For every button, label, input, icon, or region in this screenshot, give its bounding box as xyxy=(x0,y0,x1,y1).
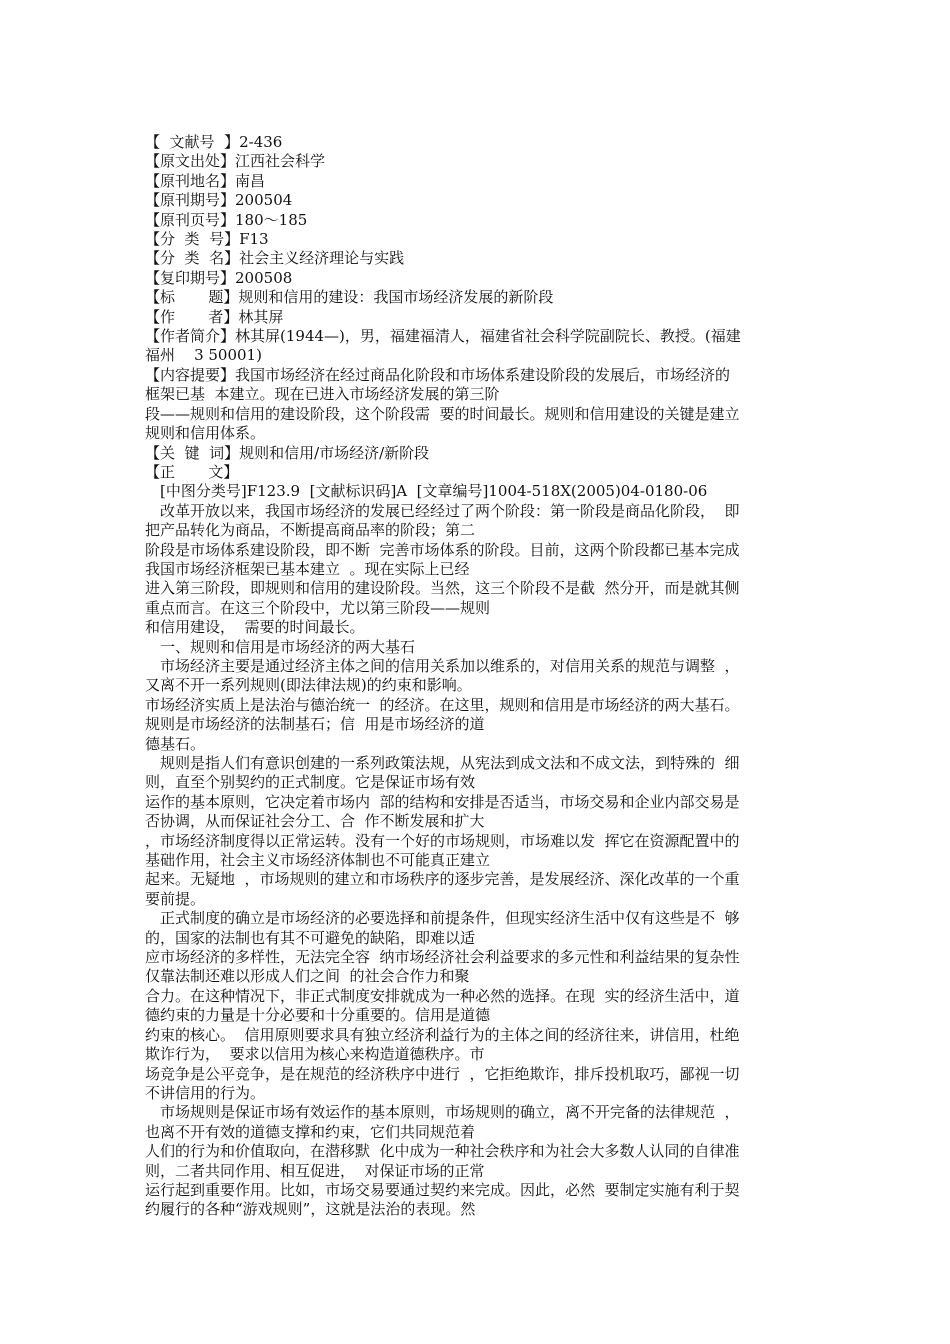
body-line: 基础作用，社会主义市场经济体制也不可能真正建立 xyxy=(145,851,491,870)
meta-label: 【内容提要】 xyxy=(145,365,236,384)
body-line: 规则是指人们有意识创建的一系列政策法规，从宪法到成文法和不成文法，到特殊的 细 xyxy=(160,754,740,772)
body-line: 运行起到重要作用。比如，市场交易要通过契约来完成。因此，必然 要制定实施有利于契 xyxy=(145,1180,740,1199)
meta-value: 200508 xyxy=(235,268,293,287)
body-line: 则，二者共同作用、相互促进， 对保证市场的正常 xyxy=(145,1161,485,1180)
body-line: 运作的基本原则，它决定着市场内 部的结构和安排是否适当，市场交易和企业内部交易是 xyxy=(145,792,740,811)
meta-value: 社会主义经济理论与实践 xyxy=(239,249,405,268)
body-line: 又离不开一系列规则(即法律法规)的约束和影响。 xyxy=(145,676,472,695)
meta-row-class-name xyxy=(145,249,810,268)
body-line: 场竞争是公平竞争，是在规范的经济秩序中进行 ，它拒绝欺诈，排斥投机取巧，鄙视一切 xyxy=(145,1064,740,1083)
body-line: 市场规则是保证市场有效运作的基本原则，市场规则的确立，离不开完备的法律规范 ， xyxy=(160,1103,740,1122)
meta-row-issue xyxy=(145,191,810,210)
meta-row-place xyxy=(145,172,810,191)
meta-value: 南昌 xyxy=(235,171,266,190)
meta-value: F13 xyxy=(239,230,269,249)
meta-row-reprint-issue xyxy=(145,269,810,288)
meta-label: 【关 键 词】 xyxy=(145,443,240,462)
document-page xyxy=(145,133,810,1220)
body-line: 不讲信用的行为。 xyxy=(145,1083,266,1102)
meta-label: 【作 者】 xyxy=(145,307,239,326)
meta-value: 180～185 xyxy=(235,210,308,229)
meta-label: 【作者简介】 xyxy=(145,327,236,346)
abstract-text: 我国市场经济在经过商品化阶段和市场体系建设阶段的发展后，市场经济的 xyxy=(235,365,731,384)
meta-value: 200504 xyxy=(235,191,293,210)
body-line: 阶段是市场体系建设阶段，即不断 完善市场体系的阶段。目前，这两个阶段都已基本完成 xyxy=(145,540,740,559)
abstract xyxy=(145,366,810,444)
body-line: 约束的核心。 信用原则要求具有独立经济利益行为的主体之间的经济往来，讲信用，杜绝 xyxy=(145,1025,740,1044)
body-line: 德基石。 xyxy=(145,734,206,753)
body-line: 重点而言。在这三个阶段中，尤以第三阶段——规则 xyxy=(145,598,491,617)
meta-label: 【分 类 号】 xyxy=(145,230,240,249)
body-text xyxy=(145,502,810,1220)
body-line: 否协调，从而保证社会分工、合 作不断发展和扩大 xyxy=(145,812,485,831)
meta-value: 2-436 xyxy=(239,133,283,151)
meta-label: 【 文献号 】 xyxy=(145,133,240,151)
meta-label: 【原刊页号】 xyxy=(145,210,236,229)
body-line: 市场经济主要是通过经济主体之间的信用关系加以维系的，对信用关系的规范与调整 ， xyxy=(160,656,740,675)
body-line: 市场经济实质上是法治与德治统一 的经济。在这里，规则和信用是市场经济的两大基石。 xyxy=(145,695,740,714)
body-line: 仅靠法制还难以形成人们之间 的社会合作力和聚 xyxy=(145,967,470,986)
meta-label: 【复印期号】 xyxy=(145,268,236,287)
body-line: 我国市场经济框架已基本建立 。现在实际上已经 xyxy=(145,559,470,578)
author-intro-text: 林其屏(1944—)，男，福建福清人，福建省社会科学院副院长、教授。(福建 xyxy=(235,327,741,346)
body-line: 的，国家的法制也有其不可避免的缺陷，即难以适 xyxy=(145,928,476,947)
body-line: 德约束的力量是十分必要和十分重要的。信用是道德 xyxy=(145,1006,491,1025)
meta-row-doc-number xyxy=(145,133,810,152)
meta-label: 【分 类 名】 xyxy=(145,249,240,268)
body-line: 规则是市场经济的法制基石；信 用是市场经济的道 xyxy=(145,715,485,734)
body-line: 和信用建设， 需要的时间最长。 xyxy=(145,618,365,637)
body-label: 【正 文】 xyxy=(145,462,239,481)
abstract-text: 框架已基 本建立。现在已进入市场经济发展的第三阶 xyxy=(145,385,500,404)
meta-value: 江西社会科学 xyxy=(235,152,326,171)
meta-row-pages xyxy=(145,211,810,230)
body-line: 一、规则和信用是市场经济的两大基石 xyxy=(160,637,416,656)
article-title: 规则和信用的建设：我国市场经济发展的新阶段 xyxy=(238,288,554,307)
body-line: ，市场经济制度得以正常运转。没有一个好的市场规则，市场难以发 挥它在资源配置中的 xyxy=(145,831,740,850)
body-line: 则，直至个别契约的正式制度。它是保证市场有效 xyxy=(145,773,476,792)
meta-row-title xyxy=(145,288,810,307)
meta-row-author xyxy=(145,308,810,327)
meta-label: 【标 题】 xyxy=(145,288,239,307)
body-line: 要前提。 xyxy=(145,889,206,908)
keywords-text: 规则和信用/市场经济/新阶段 xyxy=(239,443,430,462)
meta-row-source xyxy=(145,152,810,171)
meta-row-class-number xyxy=(145,230,810,249)
author-intro-text: 福州 3 50001) xyxy=(145,346,262,365)
body-line: 应市场经济的多样性，无法完全容 纳市场经济社会利益要求的多元性和利益结果的复杂性 xyxy=(145,948,740,967)
meta-label: 【原刊期号】 xyxy=(145,191,236,210)
body-line: 欺诈行为， 要求以信用为核心来构造道德秩序。市 xyxy=(145,1045,485,1064)
abstract-text: 段——规则和信用的建设阶段，这个阶段需 要的时间最长。规则和信用建设的关键是建立 xyxy=(145,404,740,423)
body-line: 把产品转化为商品，不断提高商品率的阶段；第二 xyxy=(145,521,476,540)
author-name: 林其屏 xyxy=(238,307,284,326)
body-line: 改革开放以来，我国市场经济的发展已经经过了两个阶段：第一阶段是商品化阶段， 即 xyxy=(160,501,740,520)
body-line: 起来。无疑地 ，市场规则的建立和市场秩序的逐步完善，是发展经济、深化改革的一个重 xyxy=(145,870,740,889)
body-line: 合力。在这种情况下，非正式制度安排就成为一种必然的选择。在现 实的经济生活中，道 xyxy=(145,986,740,1005)
classification-line: [中图分类号]F123.9 [文献标识码]A [文章编号]1004-518X(2005)04-0180-06 xyxy=(160,482,708,501)
body-line: 人们的行为和价值取向，在潜移默 化中成为一种社会秩序和为社会大多数人认同的自律准 xyxy=(145,1142,740,1161)
meta-block xyxy=(145,133,810,327)
body-line: 也离不开有效的道德支撑和约束，它们共同规范着 xyxy=(145,1122,476,1141)
meta-label: 【原文出处】 xyxy=(145,152,236,171)
abstract-text: 规则和信用体系。 xyxy=(145,424,266,443)
body-line: 正式制度的确立是市场经济的必要选择和前提条件，但现实经济生活中仅有这些是不 够 xyxy=(160,909,740,928)
body-line: 进入第三阶段，即规则和信用的建设阶段。当然，这三个阶段不是截 然分开，而是就其侧 xyxy=(145,579,740,598)
author-intro xyxy=(145,327,810,366)
keywords xyxy=(145,444,810,463)
body-line: 约履行的各种“游戏规则”，这就是法治的表现。然 xyxy=(145,1200,476,1219)
meta-label: 【原刊地名】 xyxy=(145,171,236,190)
